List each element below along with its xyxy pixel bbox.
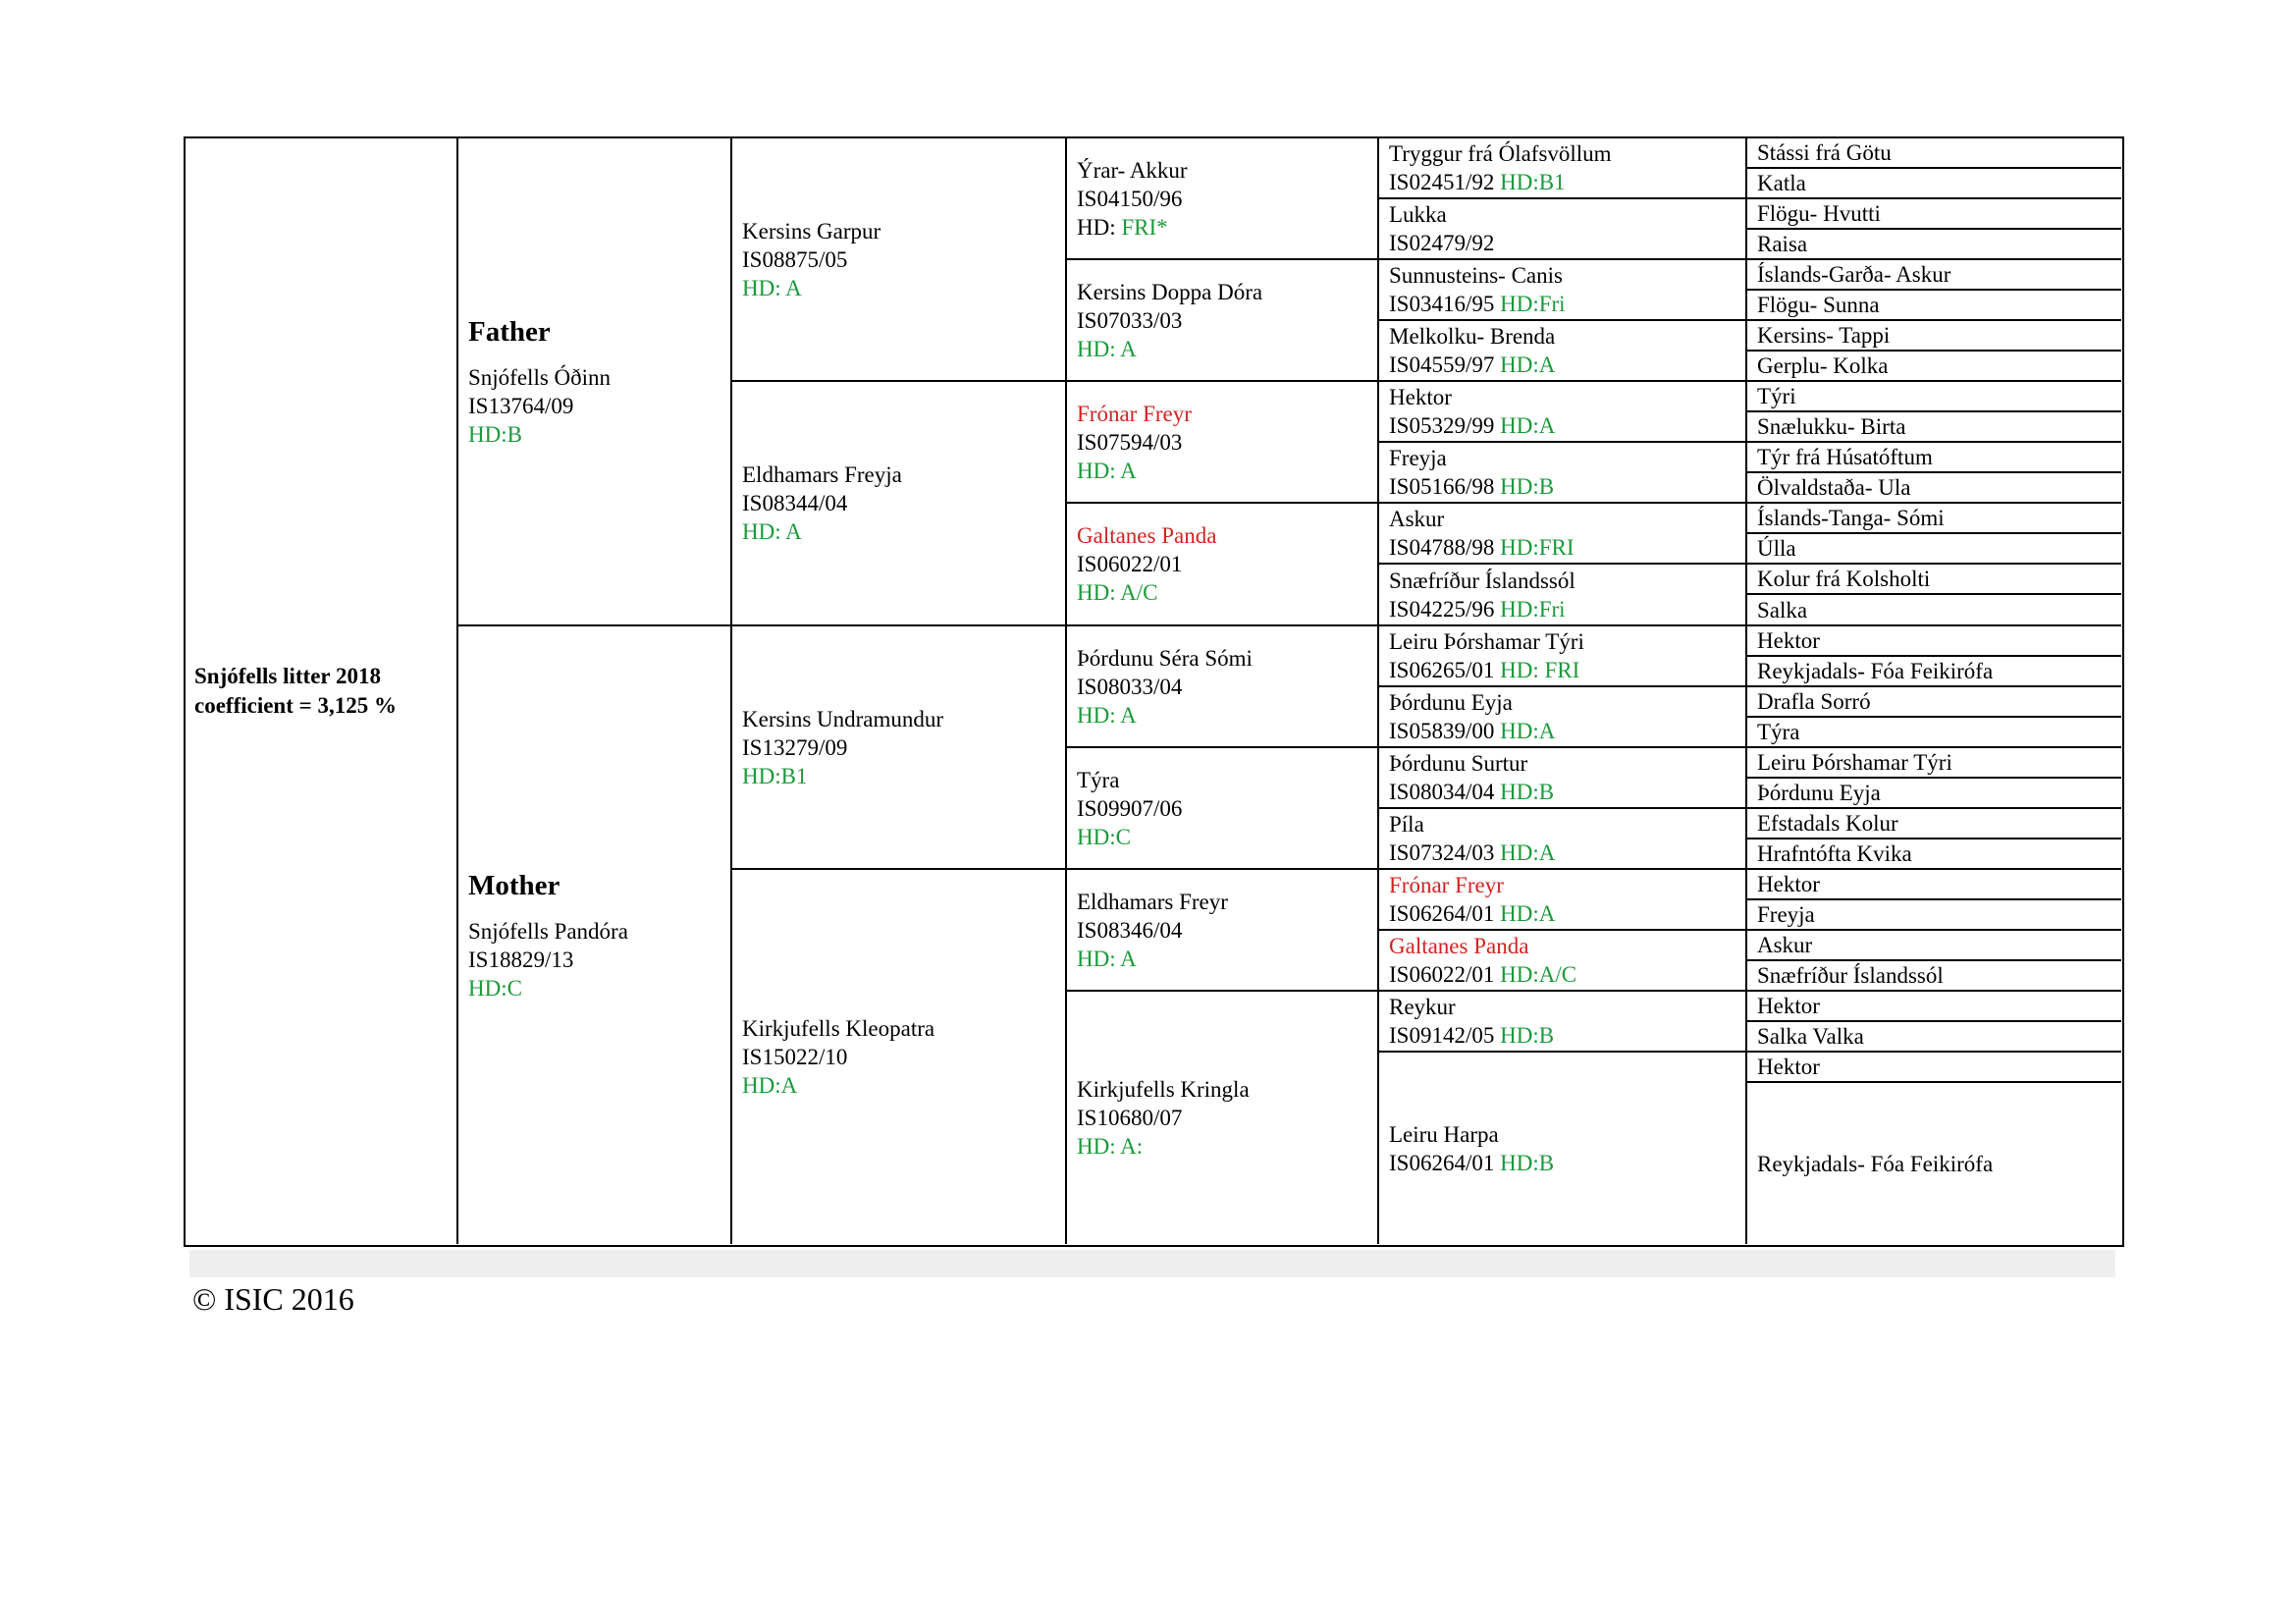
ancestor-cell <box>1379 626 1747 687</box>
grandparent-cell <box>732 626 1067 870</box>
registration-hd: IS05839/00 HD:A <box>1389 719 1556 743</box>
dog-name: Tryggur frá Ólafsvöllum <box>1389 141 1612 166</box>
dog-name: Týra <box>1077 767 1120 792</box>
great-grandparent-cell <box>1067 626 1379 748</box>
footer-bar <box>189 1250 2115 1277</box>
dog-name: Eldhamars Freyja <box>742 462 902 487</box>
hd-grade: HD: A <box>1077 458 1137 483</box>
ancestor-name-cell: Hektor <box>1747 626 2121 657</box>
dog-name: Sunnusteins- Canis <box>1389 263 1563 288</box>
hd-grade: HD: A <box>1077 946 1137 971</box>
great-grandparent-cell <box>1067 504 1379 626</box>
ancestor-name-cell: Freyja <box>1747 900 2121 931</box>
registration-hd: IS06022/01 HD:A/C <box>1389 962 1577 987</box>
ancestor-name-cell: Efstadals Kolur <box>1747 809 2121 839</box>
dog-name: Leiru Þórshamar Týri <box>1389 629 1584 654</box>
ancestor-name-cell: Stássi frá Götu <box>1747 138 2121 169</box>
registration-hd: IS04559/97 HD:A <box>1389 352 1556 377</box>
registration-hd: IS05329/99 HD:A <box>1389 413 1556 438</box>
ancestor-name-cell: Íslands-Tanga- Sómi <box>1747 504 2121 534</box>
registration-hd: IS02451/92 HD:B1 <box>1389 170 1566 194</box>
registration-hd: IS02479/92 <box>1389 231 1495 255</box>
ancestor-name-cell: Flögu- Hvutti <box>1747 199 2121 230</box>
hd-grade: HD: A <box>1077 702 1137 728</box>
hd-grade: HD: A <box>742 275 802 300</box>
father-label: Father <box>468 316 551 348</box>
hd-grade: HD: A/C <box>1077 580 1158 605</box>
ancestor-name-cell: Flögu- Sunna <box>1747 291 2121 321</box>
dog-name: Reykur <box>1389 995 1456 1019</box>
registration-number: IS07594/03 <box>1077 429 1183 455</box>
grandparent-cell <box>732 138 1067 382</box>
dog-name: Galtanes Panda <box>1389 934 1529 958</box>
hd-grade: HD:C <box>468 976 522 1001</box>
grandparent-cell <box>732 870 1067 1244</box>
registration-hd: IS06265/01 HD: FRI <box>1389 658 1580 682</box>
registration-number: IS09907/06 <box>1077 795 1183 821</box>
dog-name: Melkolku- Brenda <box>1389 324 1556 349</box>
father-cell <box>458 138 732 626</box>
great-grandparent-cell <box>1067 382 1379 504</box>
dog-name: Freyja <box>1389 446 1447 470</box>
great-grandparent-cell <box>1067 870 1379 992</box>
dog-name: Lukka <box>1389 202 1447 227</box>
ancestor-name-cell: Hrafntófta Kvika <box>1747 839 2121 870</box>
dog-name: Kirkjufells Kringla <box>1077 1077 1250 1102</box>
ancestor-cell <box>1379 504 1747 565</box>
dog-name: Þórdunu Eyja <box>1389 690 1513 715</box>
ancestor-cell <box>1379 687 1747 748</box>
ancestor-name-cell: Raisa <box>1747 230 2121 260</box>
hd-grade: HD: FRI* <box>1077 214 1168 240</box>
ancestor-name-cell: Kersins- Tappi <box>1747 321 2121 352</box>
dog-name: Eldhamars Freyr <box>1077 889 1228 914</box>
pedigree-table <box>184 136 2124 1247</box>
mother-label: Mother <box>468 870 561 901</box>
ancestor-name-cell: Týri <box>1747 382 2121 412</box>
registration-number: IS08344/04 <box>742 491 848 515</box>
registration-number: IS13764/09 <box>468 394 574 418</box>
dog-name: Kersins Garpur <box>742 218 881 244</box>
ancestor-name-cell: Hektor <box>1747 1053 2121 1083</box>
inbreeding-coefficient: coefficient = 3,125 % <box>194 693 397 718</box>
registration-hd: IS06264/01 HD:B <box>1389 1150 1555 1175</box>
great-grandparent-cell <box>1067 260 1379 382</box>
registration-hd: IS05166/98 HD:B <box>1389 474 1555 499</box>
ancestor-name-cell: Kolur frá Kolsholti <box>1747 565 2121 595</box>
ancestor-cell <box>1379 992 1747 1053</box>
dog-name: Kersins Doppa Dóra <box>1077 279 1263 304</box>
registration-number: IS06022/01 <box>1077 552 1183 576</box>
registration-hd: IS03416/95 HD:Fri <box>1389 292 1566 316</box>
registration-hd: IS07324/03 HD:A <box>1389 840 1556 865</box>
ancestor-cell <box>1379 931 1747 992</box>
dog-name: Þórdunu Séra Sómi <box>1077 645 1253 671</box>
ancestor-cell <box>1379 321 1747 382</box>
ancestor-name-cell: Reykjadals- Fóa Feikirófa <box>1747 657 2121 687</box>
ancestor-name-cell: Gerplu- Kolka <box>1747 352 2121 382</box>
registration-number: IS13279/09 <box>742 734 848 760</box>
litter-cell <box>186 138 458 1244</box>
registration-number: IS10680/07 <box>1077 1106 1183 1130</box>
ancestor-name-cell: Hektor <box>1747 870 2121 900</box>
registration-number: IS08033/04 <box>1077 674 1183 699</box>
ancestor-name-cell: Ölvaldstaða- Ula <box>1747 473 2121 504</box>
registration-number: IS04150/96 <box>1077 186 1183 211</box>
hd-grade: HD: A <box>742 519 802 544</box>
dog-name: Snjófells Pandóra <box>468 919 628 944</box>
ancestor-cell <box>1379 199 1747 260</box>
ancestor-cell <box>1379 565 1747 626</box>
dog-name: Kirkjufells Kleopatra <box>742 1016 935 1041</box>
hd-grade: HD:C <box>1077 824 1131 849</box>
ancestor-name-cell: Salka Valka <box>1747 1022 2121 1053</box>
ancestor-name-cell: Týr frá Húsatóftum <box>1747 443 2121 473</box>
ancestor-name-cell: Týra <box>1747 718 2121 748</box>
registration-hd: IS04788/98 HD:FRI <box>1389 535 1575 560</box>
ancestor-name-cell: Snælukku- Birta <box>1747 412 2121 443</box>
hd-grade: HD: A: <box>1077 1134 1144 1159</box>
dog-name: Frónar Freyr <box>1389 873 1504 897</box>
hd-grade: HD:B1 <box>742 763 808 788</box>
ancestor-cell <box>1379 138 1747 199</box>
dog-name: Askur <box>1389 507 1445 531</box>
copyright-notice: © ISIC 2016 <box>192 1281 354 1317</box>
ancestor-cell <box>1379 443 1747 504</box>
hd-grade: HD:A <box>742 1073 798 1098</box>
dog-name: Snæfríður Íslandssól <box>1389 568 1575 593</box>
litter-name: Snjófells litter 2018 <box>194 664 381 688</box>
ancestor-name-cell: Snæfríður Íslandssól <box>1747 961 2121 992</box>
hd-grade: HD: A <box>1077 336 1137 361</box>
ancestor-name-cell: Úlla <box>1747 534 2121 565</box>
ancestor-cell <box>1379 809 1747 870</box>
great-grandparent-cell <box>1067 992 1379 1244</box>
dog-name: Kersins Undramundur <box>742 706 944 731</box>
ancestor-name-cell: Íslands-Garða- Askur <box>1747 260 2121 291</box>
great-grandparent-cell <box>1067 138 1379 260</box>
ancestor-name-cell: Hektor <box>1747 992 2121 1022</box>
ancestor-cell <box>1379 260 1747 321</box>
ancestor-cell <box>1379 870 1747 931</box>
dog-name: Þórdunu Surtur <box>1389 751 1528 776</box>
great-grandparent-cell <box>1067 748 1379 870</box>
registration-hd: IS09142/05 HD:B <box>1389 1023 1555 1048</box>
registration-hd: IS06264/01 HD:A <box>1389 901 1556 926</box>
registration-hd: IS08034/04 HD:B <box>1389 780 1555 804</box>
registration-hd: IS04225/96 HD:Fri <box>1389 596 1566 622</box>
registration-number: IS08875/05 <box>742 246 848 272</box>
dog-name: Ýrar- Akkur <box>1077 157 1188 183</box>
registration-number: IS15022/10 <box>742 1045 848 1069</box>
hd-grade: HD:B <box>468 422 522 447</box>
grandparent-cell <box>732 382 1067 626</box>
ancestor-name-cell: Drafla Sorró <box>1747 687 2121 718</box>
dog-name: Frónar Freyr <box>1077 401 1192 426</box>
ancestor-name-cell: Reykjadals- Fóa Feikirófa <box>1757 1151 1994 1176</box>
ancestor-name-cell: Leiru Þórshamar Týri <box>1747 748 2121 779</box>
mother-cell <box>458 626 732 1244</box>
registration-number: IS08346/04 <box>1077 917 1183 943</box>
registration-number: IS18829/13 <box>468 947 574 972</box>
ancestor-name-cell: Katla <box>1747 169 2121 199</box>
ancestor-cell <box>1379 748 1747 809</box>
ancestor-cell <box>1379 382 1747 443</box>
dog-name: Snjófells Óðinn <box>468 365 612 390</box>
dog-name: Galtanes Panda <box>1077 523 1217 548</box>
ancestor-cell <box>1379 1053 1747 1244</box>
ancestor-name-cell: Salka <box>1747 595 2121 626</box>
dog-name: Hektor <box>1389 385 1452 409</box>
dog-name: Píla <box>1389 812 1424 837</box>
ancestor-name-cell: Askur <box>1747 931 2121 961</box>
registration-number: IS07033/03 <box>1077 307 1183 333</box>
ancestor-name-cell: Þórdunu Eyja <box>1747 779 2121 809</box>
dog-name: Leiru Harpa <box>1389 1121 1499 1147</box>
